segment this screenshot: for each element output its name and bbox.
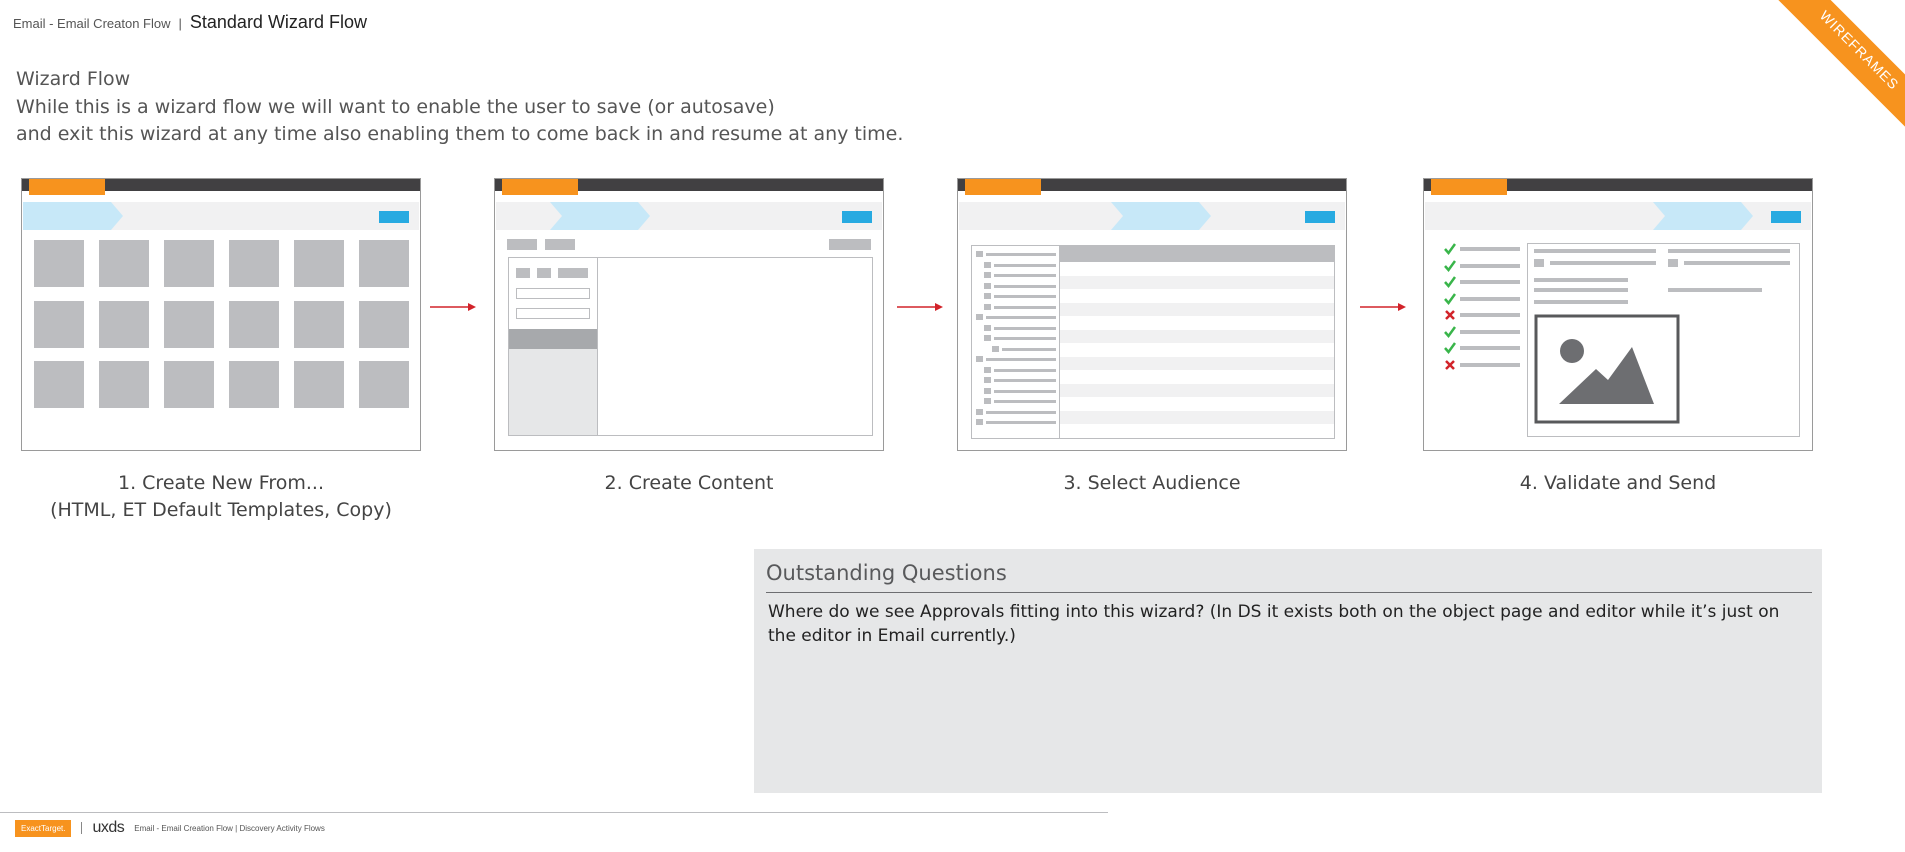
preview-bullet xyxy=(1534,259,1544,267)
template-thumbnail xyxy=(229,240,279,287)
check-icon xyxy=(1444,243,1456,255)
sidebar-section xyxy=(509,329,597,349)
tree-node-line xyxy=(994,274,1056,277)
list-header xyxy=(1060,246,1334,262)
editor-area xyxy=(508,257,873,436)
checklist-line xyxy=(1460,346,1520,350)
preview-line xyxy=(1534,288,1628,292)
toolbar-block xyxy=(829,239,871,250)
wireframe-next-button xyxy=(379,211,409,223)
tree-node-icon xyxy=(984,304,991,310)
step-caption-3 xyxy=(957,470,1347,497)
toolbar-block xyxy=(545,239,575,250)
step-4-title: 4. Validate and Send xyxy=(1519,472,1717,494)
error-x-icon xyxy=(1444,309,1456,321)
wizard-step-bar xyxy=(23,202,419,230)
tree-node-icon xyxy=(984,388,991,394)
outstanding-questions-panel xyxy=(754,549,1822,793)
check-icon xyxy=(1444,260,1456,272)
list-row xyxy=(1060,343,1334,357)
footer xyxy=(15,819,325,837)
template-thumbnail xyxy=(294,301,344,348)
template-thumbnail xyxy=(229,301,279,348)
tree-node-icon xyxy=(984,398,991,404)
check-icon xyxy=(1444,342,1456,354)
wireframe-orange-tab xyxy=(502,179,578,195)
template-thumbnail xyxy=(359,301,409,348)
template-thumbnail xyxy=(99,240,149,287)
questions-text: Where do we see Approvals fitting into this wizard? (In DS it exists both on the object page and editor while it’s just on the editor in Email currently.) xyxy=(768,602,1780,646)
tree-node-line xyxy=(986,411,1056,414)
step-1-subtitle: (HTML, ET Default Templates, Copy) xyxy=(50,499,392,521)
check-icon xyxy=(1444,276,1456,288)
template-thumbnail xyxy=(99,361,149,408)
template-thumbnail xyxy=(359,240,409,287)
tree-node-line xyxy=(994,306,1056,309)
tree-node-line xyxy=(994,369,1056,372)
tree-node-icon xyxy=(984,293,991,299)
preview-panel xyxy=(1527,243,1800,437)
tree-node-icon xyxy=(984,262,991,268)
tree-node-line xyxy=(994,400,1056,403)
list-row xyxy=(1060,370,1334,384)
tree-node-line xyxy=(986,253,1056,256)
tree-node-icon xyxy=(976,409,983,415)
uxds-logo: uxds xyxy=(92,819,125,836)
check-icon xyxy=(1444,326,1456,338)
intro-line-1: While this is a wizard flow we will want to enable the user to save (or autosave) xyxy=(16,96,775,118)
template-thumbnail xyxy=(164,240,214,287)
checklist-line xyxy=(1460,313,1520,317)
checklist-line xyxy=(1460,264,1520,268)
flow-arrow-icon xyxy=(897,301,943,313)
step-caption-1 xyxy=(21,470,421,524)
checklist-line xyxy=(1460,297,1520,301)
wireframe-next-button xyxy=(842,211,872,223)
checklist-line xyxy=(1460,330,1520,334)
page-title: Standard Wizard Flow xyxy=(189,12,367,32)
checklist-line xyxy=(1460,280,1520,284)
step-2-title: 2. Create Content xyxy=(604,472,774,494)
template-thumbnail xyxy=(294,240,344,287)
template-thumbnail xyxy=(164,301,214,348)
intro-line-2: and exit this wizard at any time also enabling them to come back in and resume at any time. xyxy=(16,123,904,145)
wizard-step-active xyxy=(1653,202,1753,230)
error-x-icon xyxy=(1444,359,1456,371)
breadcrumb-separator: | xyxy=(178,16,182,31)
preview-line xyxy=(1668,288,1762,292)
preview-line xyxy=(1534,278,1628,282)
list-row xyxy=(1060,411,1334,425)
wireframe-next-button xyxy=(1305,211,1335,223)
wizard-step-active xyxy=(23,202,123,230)
list-row xyxy=(1060,397,1334,411)
wireframe-orange-tab xyxy=(965,179,1041,195)
image-placeholder-icon xyxy=(1534,314,1680,424)
wireframes-ribbon xyxy=(1765,0,1905,140)
editor-sidebar xyxy=(509,258,598,435)
preview-line xyxy=(1534,300,1628,304)
toolbar-block xyxy=(507,239,537,250)
list-row xyxy=(1060,303,1334,317)
wireframe-create-content xyxy=(494,178,884,451)
intro xyxy=(16,68,903,148)
wireframe-validate-send xyxy=(1423,178,1813,451)
template-thumbnail xyxy=(99,301,149,348)
template-thumbnail xyxy=(34,301,84,348)
step-1-title: 1. Create New From... xyxy=(117,472,324,494)
page-header xyxy=(13,12,367,33)
template-thumbnail xyxy=(34,240,84,287)
folder-tree xyxy=(972,246,1060,438)
questions-divider xyxy=(766,592,1812,593)
tree-node-line xyxy=(1002,348,1056,351)
template-thumbnail xyxy=(229,361,279,408)
tree-node-icon xyxy=(984,367,991,373)
preview-bullet xyxy=(1668,259,1678,267)
wizard-step-active xyxy=(550,202,650,230)
footer-separator xyxy=(81,822,82,834)
tree-node-line xyxy=(994,295,1056,298)
preview-line xyxy=(1534,249,1656,253)
tree-node-line xyxy=(986,358,1056,361)
sidebar-field xyxy=(516,308,590,319)
list-row xyxy=(1060,262,1334,276)
tree-node-icon xyxy=(984,325,991,331)
wireframe-select-audience xyxy=(957,178,1347,451)
tree-node-icon xyxy=(984,283,991,289)
checklist-line xyxy=(1460,247,1520,251)
wireframes-ribbon-label: WIREFRAMES xyxy=(1766,0,1905,140)
tree-node-icon xyxy=(984,335,991,341)
list-row xyxy=(1060,330,1334,344)
tree-node-line xyxy=(994,285,1056,288)
tree-node-icon xyxy=(984,377,991,383)
audience-list xyxy=(1060,246,1334,438)
sidebar-tab xyxy=(537,268,551,278)
tree-node-icon xyxy=(992,346,999,352)
footer-divider xyxy=(0,812,1108,813)
tree-node-line xyxy=(994,327,1056,330)
tree-node-icon xyxy=(984,272,991,278)
exacttarget-logo: ExactTarget. xyxy=(15,820,71,837)
tree-node-line xyxy=(994,390,1056,393)
tree-node-line xyxy=(994,337,1056,340)
list-row xyxy=(1060,276,1334,290)
step-3-title: 3. Select Audience xyxy=(1063,472,1241,494)
step-caption-2 xyxy=(494,470,884,497)
template-thumbnail xyxy=(164,361,214,408)
preview-line xyxy=(1684,261,1790,265)
list-row xyxy=(1060,384,1334,398)
tree-node-icon xyxy=(976,314,983,320)
preview-line xyxy=(1550,261,1656,265)
tree-node-line xyxy=(986,316,1056,319)
wireframe-next-button xyxy=(1771,211,1801,223)
list-row xyxy=(1060,424,1334,438)
wireframe-orange-tab xyxy=(1431,179,1507,195)
sidebar-tab xyxy=(558,268,588,278)
step-caption-4 xyxy=(1423,470,1813,497)
sidebar-panel xyxy=(509,349,597,435)
template-thumbnail xyxy=(34,361,84,408)
tree-node-icon xyxy=(976,419,983,425)
checklist-line xyxy=(1460,363,1520,367)
audience-area xyxy=(971,245,1335,439)
sidebar-tab xyxy=(516,268,530,278)
list-row xyxy=(1060,316,1334,330)
list-row xyxy=(1060,357,1334,371)
footer-text: Email - Email Creation Flow | Discovery Activity Flows xyxy=(134,823,325,833)
wireframe-orange-tab xyxy=(29,179,105,195)
breadcrumb: Email - Email Creaton Flow xyxy=(13,16,171,31)
intro-heading: Wizard Flow xyxy=(16,68,131,90)
tree-node-line xyxy=(994,379,1056,382)
sidebar-field xyxy=(516,288,590,299)
wizard-step-active xyxy=(1111,202,1211,230)
template-thumbnail xyxy=(294,361,344,408)
tree-node-icon xyxy=(976,356,983,362)
questions-heading: Outstanding Questions xyxy=(766,561,1007,585)
wizard-step-bar xyxy=(959,202,1345,230)
tree-node-icon xyxy=(976,251,983,257)
template-thumbnail xyxy=(359,361,409,408)
tree-node-line xyxy=(994,264,1056,267)
flow-arrow-icon xyxy=(1360,301,1406,313)
preview-line xyxy=(1668,249,1790,253)
wizard-step-bar xyxy=(1425,202,1811,230)
check-icon xyxy=(1444,293,1456,305)
flow-arrow-icon xyxy=(430,301,476,313)
tree-node-line xyxy=(986,421,1056,424)
wireframe-create-new xyxy=(21,178,421,451)
list-row xyxy=(1060,289,1334,303)
wizard-step-bar xyxy=(496,202,882,230)
